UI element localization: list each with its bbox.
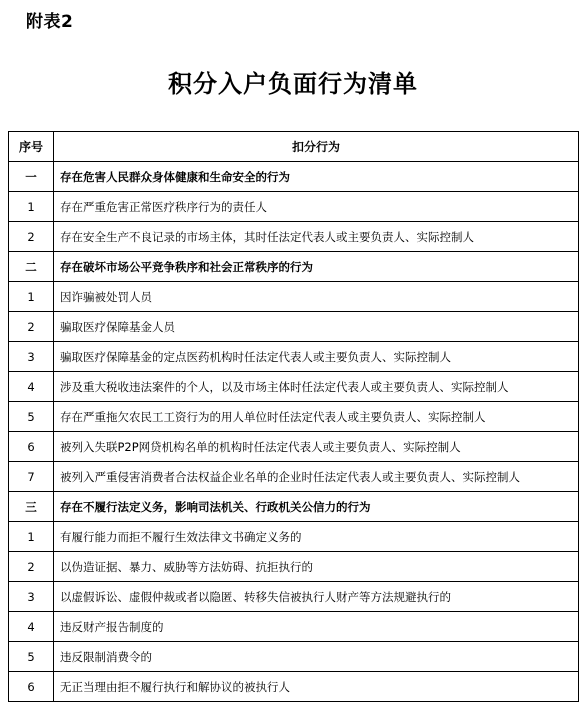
appendix-label: 附表2	[26, 12, 74, 32]
row-number: 2	[9, 552, 54, 582]
row-behavior: 以虚假诉讼、虚假仲裁或者以隐匿、转移失信被执行人财产等方法规避执行的	[54, 582, 579, 612]
row-number: 2	[9, 312, 54, 342]
row-number: 1	[9, 192, 54, 222]
row-number: 1	[9, 282, 54, 312]
row-number: 5	[9, 642, 54, 672]
row-behavior: 涉及重大税收违法案件的个人，以及市场主体时任法定代表人或主要负责人、实际控制人	[54, 372, 579, 402]
row-behavior: 以伪造证据、暴力、威胁等方法妨碍、抗拒执行的	[54, 552, 579, 582]
row-behavior: 骗取医疗保障基金的定点医药机构时任法定代表人或主要负责人、实际控制人	[54, 342, 579, 372]
table-row	[9, 522, 579, 552]
category-title: 存在危害人民群众身体健康和生命安全的行为	[54, 162, 579, 192]
table-row	[9, 672, 579, 702]
row-behavior: 存在严重危害正常医疗秩序行为的责任人	[54, 192, 579, 222]
table-row	[9, 552, 579, 582]
row-behavior: 有履行能力而拒不履行生效法律文书确定义务的	[54, 522, 579, 552]
row-behavior: 存在安全生产不良记录的市场主体，其时任法定代表人或主要负责人、实际控制人	[54, 222, 579, 252]
table-header-row	[9, 132, 579, 162]
row-number: 3	[9, 582, 54, 612]
row-behavior: 无正当理由拒不履行执行和解协议的被执行人	[54, 672, 579, 702]
category-title: 存在破坏市场公平竞争秩序和社会正常秩序的行为	[54, 252, 579, 282]
table-row	[9, 582, 579, 612]
category-number: 一	[9, 162, 54, 192]
row-behavior: 违反限制消费令的	[54, 642, 579, 672]
column-header-number: 序号	[9, 132, 54, 162]
category-row	[9, 162, 579, 192]
table-row	[9, 642, 579, 672]
table-row	[9, 402, 579, 432]
negative-behavior-table	[8, 131, 579, 702]
category-row	[9, 252, 579, 282]
table-row	[9, 342, 579, 372]
table-row	[9, 222, 579, 252]
row-number: 7	[9, 462, 54, 492]
column-header-behavior: 扣分行为	[54, 132, 579, 162]
category-row	[9, 492, 579, 522]
category-number: 三	[9, 492, 54, 522]
row-behavior: 因诈骗被处罚人员	[54, 282, 579, 312]
table-row	[9, 462, 579, 492]
row-number: 3	[9, 342, 54, 372]
row-behavior: 骗取医疗保障基金人员	[54, 312, 579, 342]
row-behavior: 违反财产报告制度的	[54, 612, 579, 642]
document-title: 积分入户负面行为清单	[168, 69, 418, 98]
row-number: 1	[9, 522, 54, 552]
row-number: 6	[9, 672, 54, 702]
row-number: 4	[9, 372, 54, 402]
table-row	[9, 432, 579, 462]
table-row	[9, 312, 579, 342]
row-behavior: 被列入严重侵害消费者合法权益企业名单的企业时任法定代表人或主要负责人、实际控制人	[54, 462, 579, 492]
row-number: 2	[9, 222, 54, 252]
category-title: 存在不履行法定义务，影响司法机关、行政机关公信力的行为	[54, 492, 579, 522]
table-row	[9, 372, 579, 402]
row-number: 4	[9, 612, 54, 642]
category-number: 二	[9, 252, 54, 282]
row-behavior: 被列入失联P2P网贷机构名单的机构时任法定代表人或主要负责人、实际控制人	[54, 432, 579, 462]
row-behavior: 存在严重拖欠农民工工资行为的用人单位时任法定代表人或主要负责人、实际控制人	[54, 402, 579, 432]
row-number: 6	[9, 432, 54, 462]
row-number: 5	[9, 402, 54, 432]
table-row	[9, 282, 579, 312]
table-row	[9, 192, 579, 222]
table-row	[9, 612, 579, 642]
